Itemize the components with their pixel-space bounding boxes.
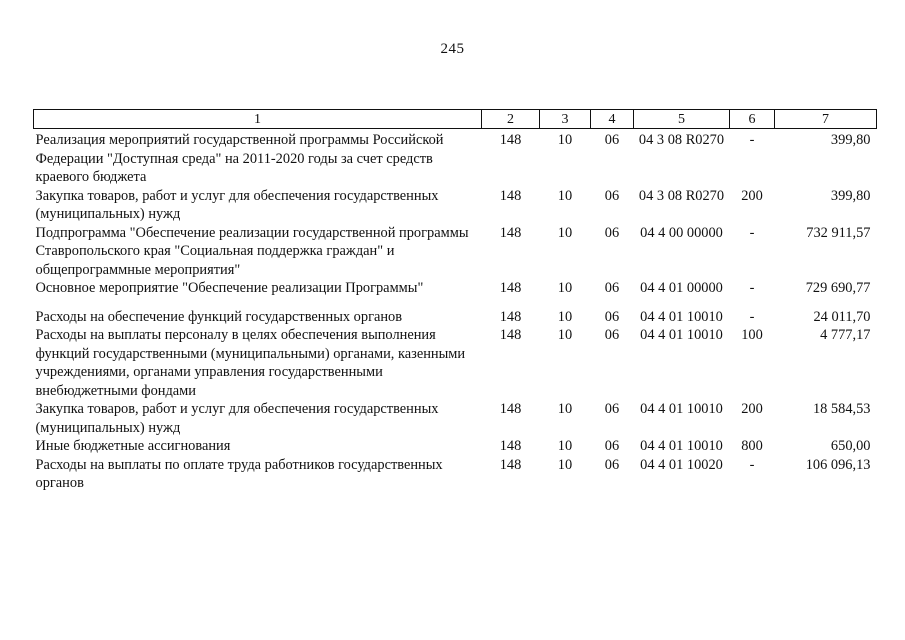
row-amount: 729 690,77 [805,280,871,296]
row-expense-type: 200 [741,401,763,417]
row-section: 10 [557,187,573,204]
row-target-article: 04 4 01 10010 [640,327,723,343]
header-col-3: 3 [540,110,591,129]
header-col-5: 5 [634,110,730,129]
row-section: 10 [557,327,573,343]
row-amount: 399,80 [830,187,871,204]
row-grbs: 148 [499,132,522,148]
row-expense-type: - [749,280,755,296]
row-grbs: 148 [499,438,522,454]
row-amount: 18 584,53 [812,401,871,417]
row-amount: 24 011,70 [813,308,871,325]
row-name: Закупка товаров, работ и услуг для обеспечения государственных (муниципальных) нужд [35,401,439,436]
row-expense-type: 800 [741,438,763,454]
row-section: 10 [557,308,573,325]
row-name: Подпрограмма "Обеспечение реализации государственной программы Ставропольского края "Социальная поддержка граждан" и общепрограммные мероприятия" [35,224,469,278]
row-name: Расходы на выплаты по оплате труда работников государственных органов [35,456,443,491]
row-section: 10 [557,224,573,241]
row-amount: 650,00 [830,438,871,454]
row-grbs: 148 [499,327,522,343]
row-section: 10 [557,280,573,296]
row-grbs: 148 [499,401,522,417]
row-expense-type: - [749,224,755,241]
row-expense-type: 100 [741,327,763,343]
table-row [34,456,877,493]
table-header-row [34,110,877,129]
row-name: Закупка товаров, работ и услуг для обеспечения государственных (муниципальных) нужд [35,187,439,222]
header-col-7: 7 [775,110,877,129]
row-amount: 4 777,17 [820,327,871,343]
row-expense-type: - [749,456,755,473]
header-col-2: 2 [482,110,540,129]
row-grbs: 148 [499,280,522,296]
row-section: 10 [557,438,573,454]
row-section: 10 [557,132,573,148]
row-target-article: 04 4 01 00000 [640,280,723,296]
table-row [34,326,877,400]
row-target-article: 04 4 00 00000 [640,224,723,241]
row-target-article: 04 4 01 10010 [640,401,723,417]
row-subsection: 06 [604,438,620,454]
row-subsection: 06 [604,401,620,417]
row-subsection: 06 [604,327,620,343]
row-grbs: 148 [499,308,522,325]
row-target-article: 04 4 01 10010 [640,308,723,325]
row-name: Реализация мероприятий государственной программы Российской Федерации "Доступная среда" на 2011-2020 годы за счет средств краевого бюджета [35,132,444,185]
row-amount: 106 096,13 [805,456,871,473]
table-row [34,131,877,187]
row-section: 10 [557,401,573,417]
page-number: 245 [440,41,465,57]
budget-table [33,109,877,493]
table-row [34,224,877,280]
row-target-article: 04 4 01 10010 [640,438,723,454]
row-subsection: 06 [604,187,620,204]
row-subsection: 06 [604,456,620,473]
row-grbs: 148 [499,456,522,473]
row-name: Расходы на обеспечение функций государственных органов [35,308,403,325]
row-expense-type: 200 [741,187,763,204]
row-grbs: 148 [499,224,522,241]
table-row [34,308,877,327]
row-subsection: 06 [604,280,620,296]
table-row [34,400,877,437]
header-col-6: 6 [730,110,775,129]
row-subsection: 06 [604,224,620,241]
header-col-1: 1 [34,110,482,129]
row-amount: 732 911,57 [806,224,871,241]
table-row [34,187,877,224]
table-row [34,279,877,308]
row-target-article: 04 3 08 R0270 [638,187,725,204]
row-name: Основное мероприятие "Обеспечение реализации Программы" [35,280,424,296]
row-target-article: 04 3 08 R0270 [638,132,725,148]
row-amount: 399,80 [830,132,871,148]
row-name: Расходы на выплаты персоналу в целях обеспечения выполнения функций государственными (муниципальными) органами, казенными учреждениями, органами управления государственными внебюджетными фондами [35,327,466,399]
row-section: 10 [557,456,573,473]
row-subsection: 06 [604,132,620,148]
row-target-article: 04 4 01 10020 [640,456,723,473]
row-expense-type: - [749,308,755,325]
row-subsection: 06 [604,308,620,325]
row-expense-type: - [749,132,755,148]
table-row [34,437,877,456]
row-grbs: 148 [499,187,522,204]
header-col-4: 4 [591,110,634,129]
row-name: Иные бюджетные ассигнования [35,438,231,454]
